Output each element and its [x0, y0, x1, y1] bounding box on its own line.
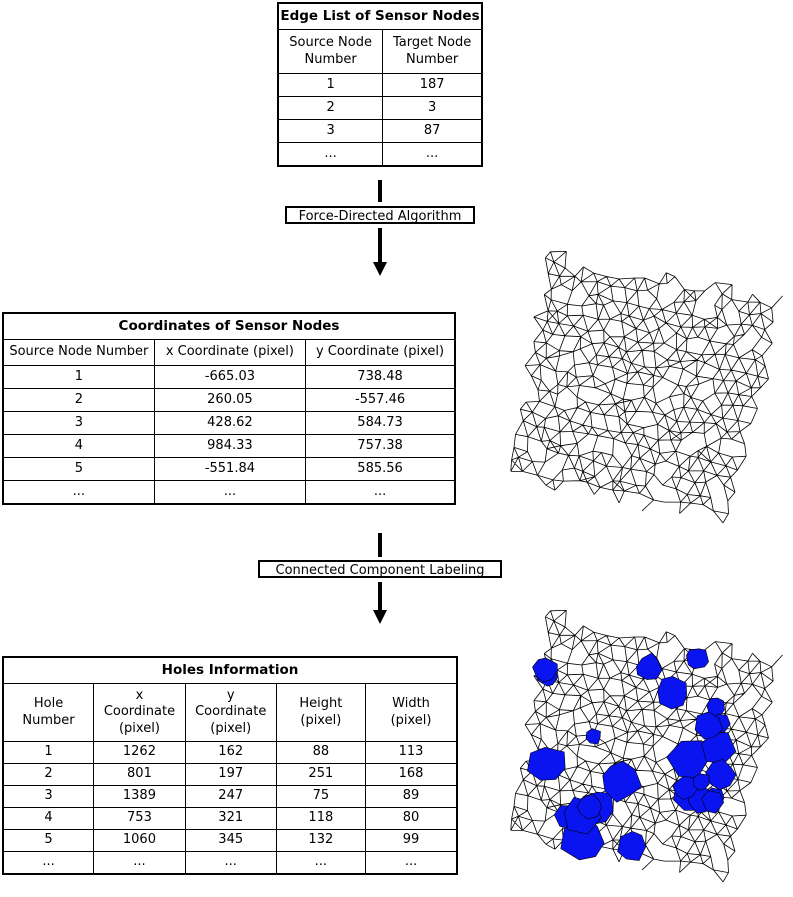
table-cell: ...	[278, 143, 383, 166]
table-cell: 87	[383, 120, 482, 143]
table-cell: 2	[278, 97, 383, 120]
table-cell: 251	[276, 764, 365, 786]
table-cell: 584.73	[306, 412, 455, 435]
table-cell: -557.46	[306, 389, 455, 412]
table-row	[278, 143, 482, 166]
table-cell: 753	[94, 808, 186, 830]
table-cell: ...	[154, 481, 305, 504]
table-cell: -665.03	[154, 366, 305, 389]
table-cell: 345	[185, 830, 276, 852]
table-cell: 187	[383, 74, 482, 97]
hole-region	[586, 729, 601, 745]
table-cell: ...	[94, 852, 186, 874]
table-cell: 247	[185, 786, 276, 808]
table-cell: 3	[3, 786, 94, 808]
table-row	[3, 786, 457, 808]
table-cell: ...	[3, 481, 154, 504]
table-row	[3, 852, 457, 874]
table-cell: -551.84	[154, 458, 305, 481]
edge-list-title: Edge List of Sensor Nodes	[278, 3, 482, 30]
table-cell: 1060	[94, 830, 186, 852]
table-row	[278, 120, 482, 143]
edge-list-table	[277, 2, 483, 167]
holes-table-header-2: x Coordinate (pixel)	[94, 684, 186, 742]
holes-table-header-5: Width (pixel)	[366, 684, 457, 742]
table-cell: 5	[3, 458, 154, 481]
sensor-network-holes-mesh	[492, 597, 792, 897]
table-cell: 801	[94, 764, 186, 786]
holes-table-header-4: Height (pixel)	[276, 684, 365, 742]
coord-table-header-1: Source Node Number	[3, 340, 154, 366]
mesh-edge-path	[511, 251, 783, 523]
holes-table-header-1: Hole Number	[3, 684, 94, 742]
table-cell: 113	[366, 742, 457, 764]
table-cell: 3	[278, 120, 383, 143]
table-row	[3, 412, 455, 435]
step-force-directed: Force-Directed Algorithm	[285, 206, 475, 224]
table-cell: 1	[278, 74, 383, 97]
arrow-2-head	[373, 610, 387, 624]
table-cell: 197	[185, 764, 276, 786]
table-row	[3, 389, 455, 412]
table-cell: 2	[3, 764, 94, 786]
arrow-2-shaft	[378, 533, 382, 557]
table-cell: 984.33	[154, 435, 305, 458]
table-cell: 738.48	[306, 366, 455, 389]
table-cell: 89	[366, 786, 457, 808]
table-row	[3, 808, 457, 830]
table-cell: 1	[3, 742, 94, 764]
table-cell: 260.05	[154, 389, 305, 412]
table-cell: 1389	[94, 786, 186, 808]
mesh-edges	[511, 610, 783, 882]
table-row	[3, 481, 455, 504]
table-cell: 757.38	[306, 435, 455, 458]
table-cell: ...	[3, 852, 94, 874]
table-row	[3, 458, 455, 481]
table-cell: 428.62	[154, 412, 305, 435]
step-connected-component: Connected Component Labeling	[258, 560, 502, 578]
arrow-1-head	[373, 262, 387, 276]
edge-table-header-1: Source Node Number	[278, 30, 383, 74]
arrow-1-shaft-lower	[378, 228, 382, 264]
table-cell: 5	[3, 830, 94, 852]
holes-title: Holes Information	[3, 657, 457, 684]
table-cell: 3	[3, 412, 154, 435]
coord-table-header-2: x Coordinate (pixel)	[154, 340, 305, 366]
table-cell: ...	[366, 852, 457, 874]
table-cell: 80	[366, 808, 457, 830]
table-row	[278, 97, 482, 120]
coordinates-table	[2, 312, 456, 505]
arrow-1-shaft	[378, 180, 382, 202]
table-row	[3, 742, 457, 764]
table-cell: 118	[276, 808, 365, 830]
table-cell: 75	[276, 786, 365, 808]
holes-table	[2, 656, 458, 875]
mesh-edge-path	[511, 610, 783, 882]
table-cell: ...	[276, 852, 365, 874]
table-cell: 4	[3, 435, 154, 458]
mesh-edges	[511, 251, 783, 523]
coordinates-title: Coordinates of Sensor Nodes	[3, 313, 455, 340]
table-cell: 1262	[94, 742, 186, 764]
hole-region	[686, 649, 708, 669]
table-cell: ...	[185, 852, 276, 874]
table-cell: 88	[276, 742, 365, 764]
table-row	[3, 435, 455, 458]
hole-region	[667, 741, 708, 778]
table-cell: 99	[366, 830, 457, 852]
table-row	[3, 366, 455, 389]
table-cell: 321	[185, 808, 276, 830]
table-cell: 168	[366, 764, 457, 786]
table-cell: 1	[3, 366, 154, 389]
table-row	[3, 764, 457, 786]
hole-region	[658, 676, 687, 709]
table-cell: ...	[383, 143, 482, 166]
table-cell: 2	[3, 389, 154, 412]
sensor-network-mesh	[492, 238, 792, 538]
table-cell: 4	[3, 808, 94, 830]
table-row	[278, 74, 482, 97]
table-cell: 132	[276, 830, 365, 852]
edge-table-header-2: Target Node Number	[383, 30, 482, 74]
table-cell: 3	[383, 97, 482, 120]
hole-region	[636, 653, 662, 680]
hole-region	[527, 747, 565, 780]
table-row	[3, 830, 457, 852]
arrow-2-shaft-lower	[378, 582, 382, 612]
holes-table-header-3: y Coordinate (pixel)	[185, 684, 276, 742]
table-cell: ...	[306, 481, 455, 504]
table-cell: 162	[185, 742, 276, 764]
table-cell: 585.56	[306, 458, 455, 481]
coord-table-header-3: y Coordinate (pixel)	[306, 340, 455, 366]
